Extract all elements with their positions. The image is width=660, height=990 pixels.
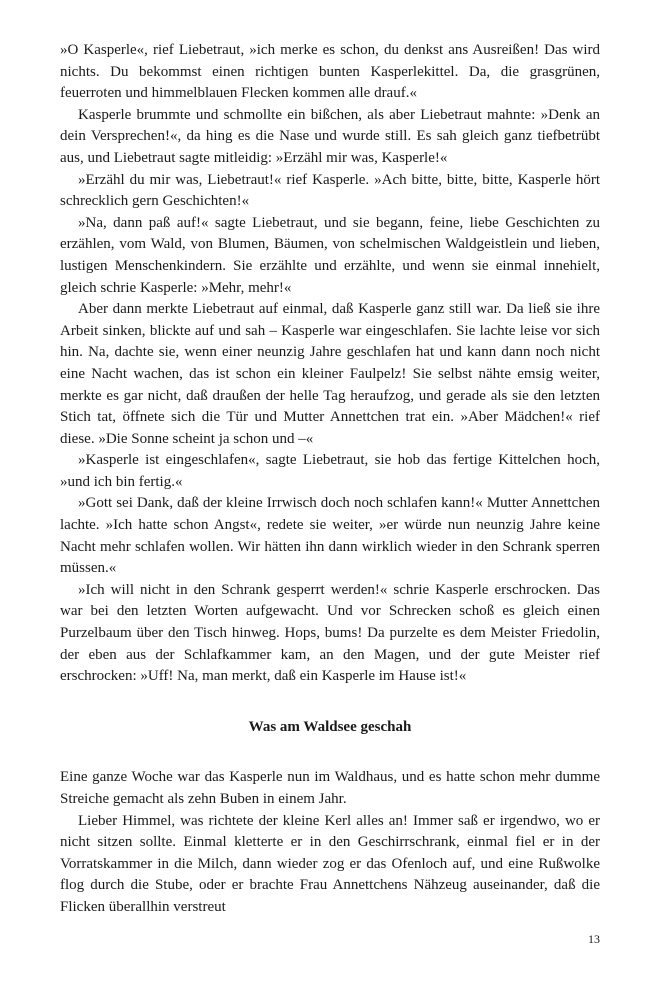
paragraph: »Ich will nicht in den Schrank gesperrt werden!« schrie Kasperle erschrocken. Das war bei den letzten Worten aufgewacht. Und vor Schrecken schoß es gleich einen Purzelbaum über den Tisch hinweg. Hops, bums! Da purzelte es dem Meister Friedolin, der eben aus der Schlafkammer kam, an den Magen, und der gute Meister rief erschrocken: »Uff! Na, man merkt, daß ein Kasperle im Hause ist!« (60, 581, 600, 685)
chapter-heading: Was am Waldsee geschah (248, 718, 412, 735)
paragraph: »Kasperle ist eingeschlafen«, sagte Liebetraut, sie hob das fertige Kittelchen hoch, »und ich bin fertig.« (60, 452, 600, 490)
paragraph: »Na, dann paß auf!« sagte Liebetraut, und sie begann, feine, liebe Geschichten zu erzählen, vom Wald, von Blumen, Bäumen, von schelmischen Waldgeistlein und lieben, lustigen Menschenkindern. Sie erzählte und erzählte, und wenn sie einmal innehielt, gleich schrie Kasperle: »Mehr, mehr!« (60, 214, 600, 296)
book-page (60, 40, 600, 919)
paragraph: »O Kasperle«, rief Liebetraut, »ich merke es schon, du denkst ans Ausreißen! Das wird nichts. Du bekommst einen richtigen bunten Kasperlekittel. Da, die grasgrünen, feuerroten und himmelblauen Flecken kommen alle drauf.« (60, 42, 600, 102)
paragraph: Aber dann merkte Liebetraut auf einmal, daß Kasperle ganz still war. Da ließ sie ihre Arbeit sinken, blickte auf und sah – Kasperle war eingeschlafen. Sie lachte leise vor sich hin. Na, dachte sie, wenn einer neunzig Jahre geschlafen hat und kann dann noch nicht eine Nacht wachen, das ist schon ein kleiner Faulpelz! Sie selbst nähte emsig weiter, merkte es gar nicht, daß draußen der helle Tag heraufzog, und gerade als sie den letzten Stich tat, öffnete sich die Tür und Mutter Annettchen trat ein. »Aber Mädchen!« rief diese. »Die Sonne scheint ja schon und –« (60, 301, 600, 447)
page-number: 13 (588, 932, 600, 946)
paragraph: Lieber Himmel, was richtete der kleine Kerl alles an! Immer saß er irgendwo, wo er nicht sitzen sollte. Einmal kletterte er in den Geschirrschrank, einmal fiel er in der Vorratskammer in die Milch, dann wieder zog er das Ofenloch auf, und eine Rußwolke flog durch die Stube, oder er brachte Frau Annettchens Nähzeug auseinander, daß die Flicken überallhin verstreut (60, 812, 600, 915)
paragraph: Eine ganze Woche war das Kasperle nun im Waldhaus, und es hatte schon mehr dumme Streiche gemacht als zehn Buben in einem Jahr. (60, 769, 600, 807)
paragraph: »Gott sei Dank, daß der kleine Irrwisch doch noch schlafen kann!« Mutter Annettchen lachte. »Ich hatte schon Angst«, redete sie weiter, »er würde nun neunzig Jahre keine Nacht mehr schlafen wollen. Wir hätten ihn dann wirklich wieder in den Schrank sperren müssen.« (60, 495, 600, 577)
paragraph: Kasperle brummte und schmollte ein bißchen, als aber Liebetraut mahnte: »Denk an dein Versprechen!«, da hing es die Nase und wurde still. Es sah gleich ganz tiefbetrübt aus, und Liebetraut sagte mitleidig: »Erzähl mir was, Kasperle!« (60, 106, 600, 166)
paragraph: »Erzähl du mir was, Liebetraut!« rief Kasperle. »Ach bitte, bitte, bitte, Kasperle hört schrecklich gern Geschichten!« (60, 171, 600, 210)
